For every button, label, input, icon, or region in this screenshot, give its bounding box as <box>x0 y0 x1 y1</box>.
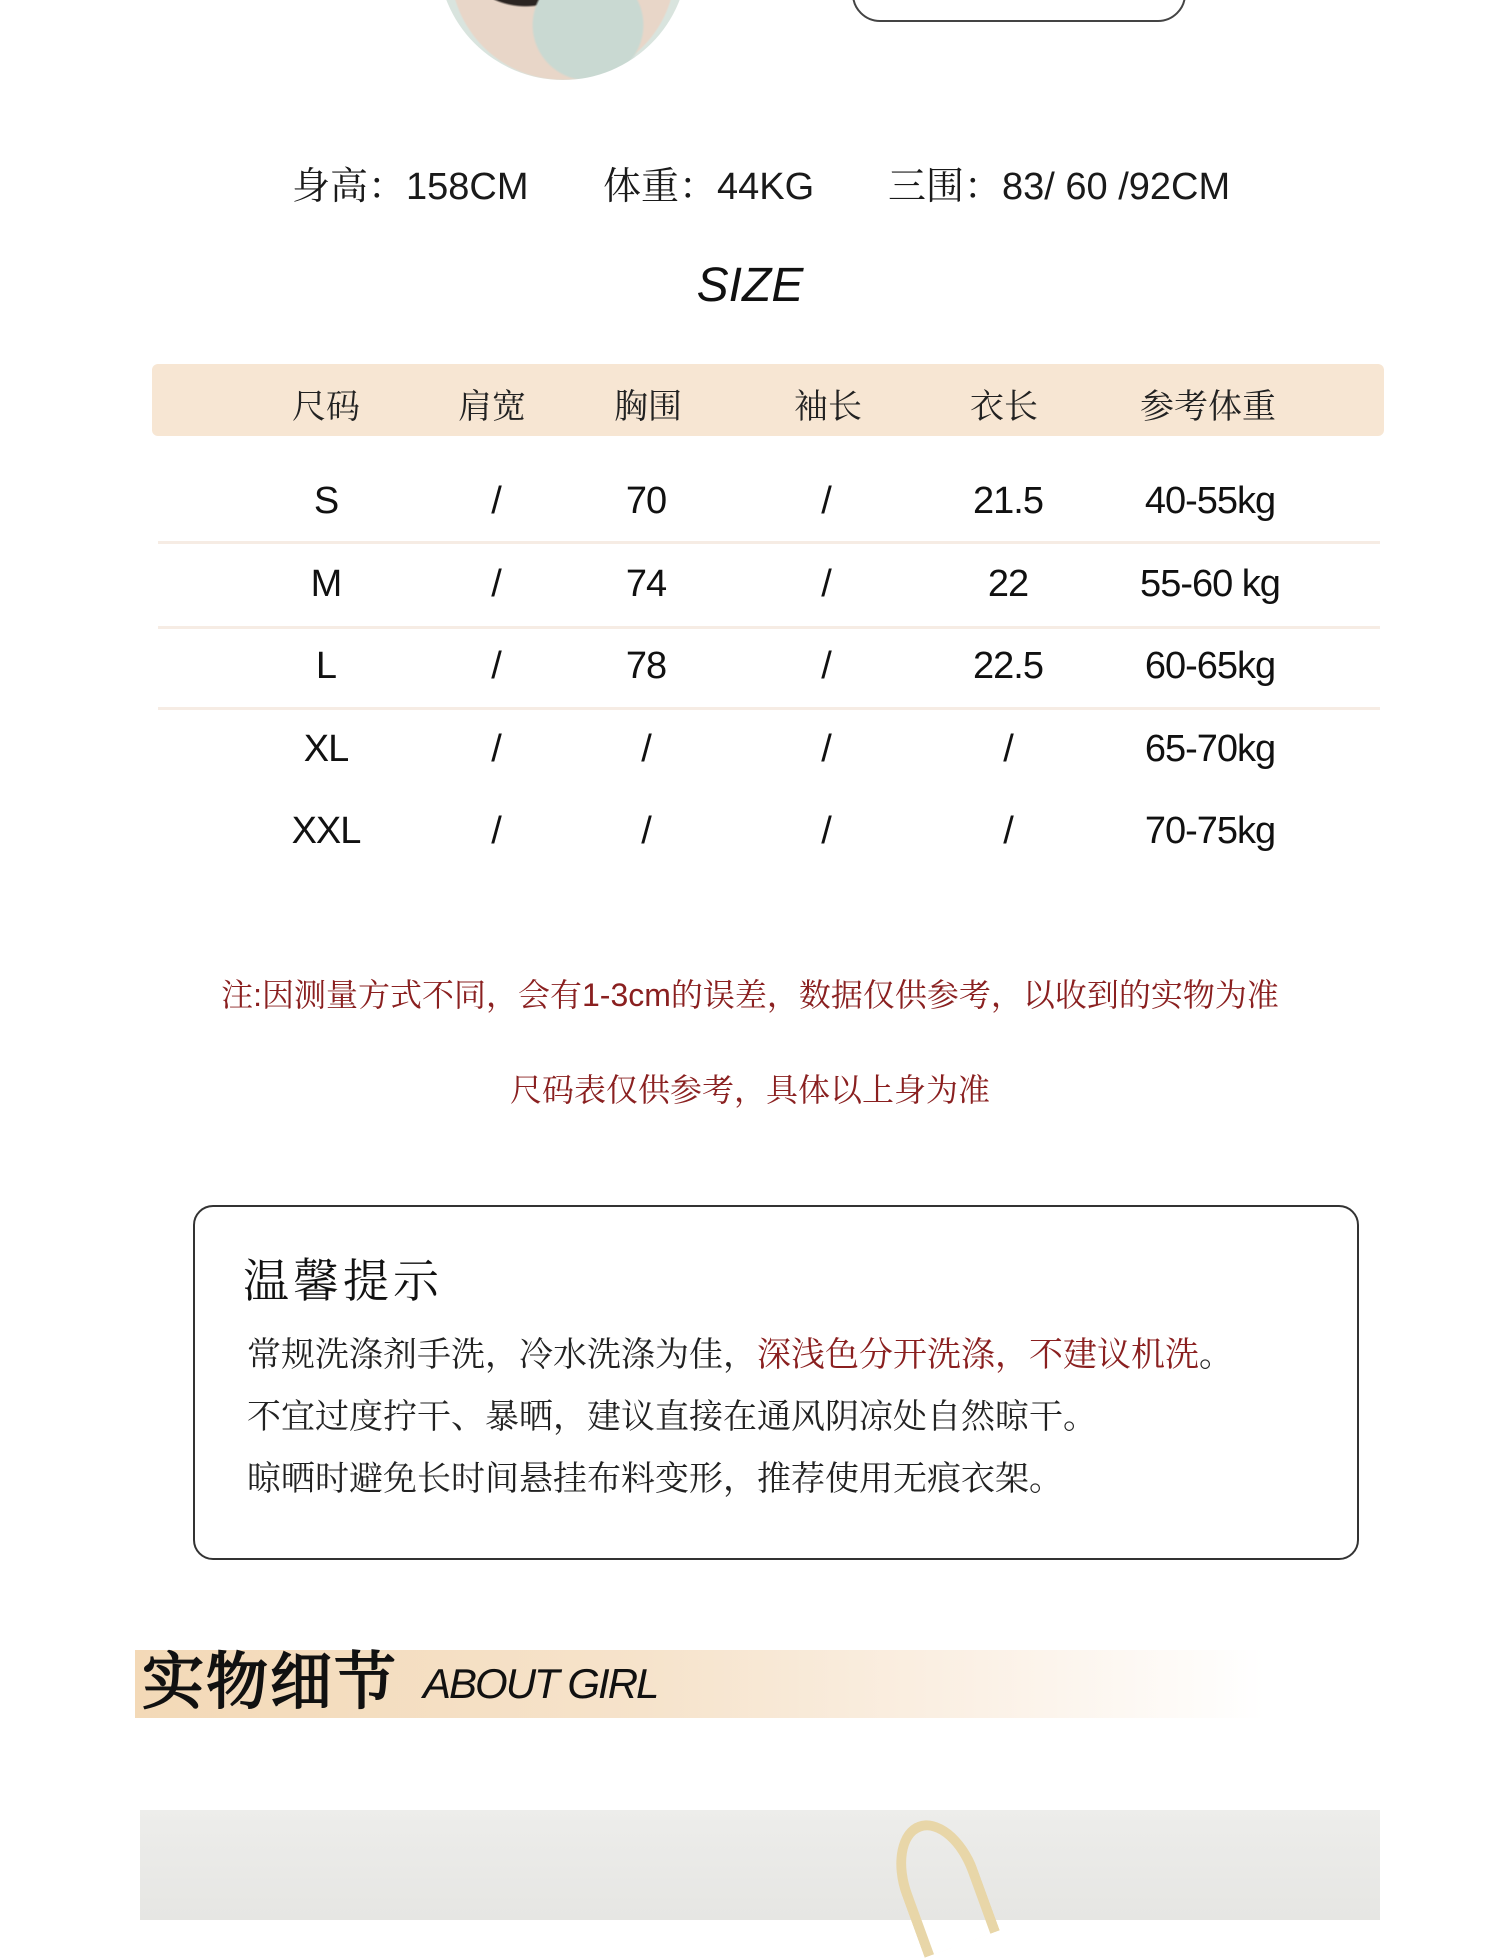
tips-line-1-end: 。 <box>1199 1335 1233 1375</box>
detail-section-subtitle: ABOUT GIRL <box>423 1660 658 1707</box>
model-weight: 体重：44KG <box>603 166 815 208</box>
size-table-header <box>152 364 1384 436</box>
table-row <box>0 792 1500 874</box>
model-photo <box>438 0 688 80</box>
model-measurements: 三围：83/ 60 /92CM <box>888 166 1231 208</box>
cell-size: M <box>310 563 342 605</box>
care-tips-box <box>193 1205 1359 1560</box>
cell-bust: 70 <box>625 480 667 522</box>
cell-bust: / <box>641 728 651 770</box>
header-shoulder: 肩宽 <box>458 388 526 426</box>
cell-size: L <box>315 645 337 687</box>
tips-line-2: 不宜过度拧干、暴晒，建议直接在通风阴凉处自然晾干。 <box>247 1397 1097 1437</box>
cell-size: XL <box>303 728 349 770</box>
measurement-note: 注:因测量方式不同，会有1-3cm的误差，数据仅供参考，以收到的实物为准 <box>221 977 1279 1013</box>
tips-line-1-highlight: 深浅色分开洗涤，不建议机洗 <box>757 1335 1199 1375</box>
cell-weight: 55-60 kg <box>1140 563 1280 605</box>
cell-sleeve: / <box>821 645 831 687</box>
cell-weight: 65-70kg <box>1144 728 1276 770</box>
cell-length: / <box>1003 728 1013 770</box>
cell-weight: 70-75kg <box>1144 810 1276 852</box>
cell-shoulder: / <box>491 645 501 687</box>
cell-sleeve: / <box>821 810 831 852</box>
tips-title: 温馨提示 <box>243 1254 443 1308</box>
cell-weight: 40-55kg <box>1144 480 1276 522</box>
cell-length: 21.5 <box>973 480 1043 522</box>
cell-shoulder: / <box>491 810 501 852</box>
header-length: 衣长 <box>970 388 1038 426</box>
cell-bust: 74 <box>625 563 667 605</box>
cell-length: / <box>1003 810 1013 852</box>
top-frame <box>852 0 1186 22</box>
table-row <box>0 627 1500 709</box>
size-title: SIZE <box>696 259 804 312</box>
tips-line-1-text: 常规洗涤剂手洗，冷水洗涤为佳， <box>247 1335 757 1375</box>
tips-line-1 <box>247 1327 1233 1376</box>
product-photo <box>140 1810 1380 1920</box>
table-row <box>0 462 1500 544</box>
tips-line-3: 晾晒时避免长时间悬挂布料变形，推荐使用无痕衣架。 <box>247 1459 1063 1499</box>
header-weight: 参考体重 <box>1140 388 1276 426</box>
header-sleeve: 袖长 <box>794 388 862 426</box>
table-row <box>0 710 1500 792</box>
detail-section-title: 实物细节 <box>142 1645 399 1718</box>
row-divider <box>158 541 1380 544</box>
cell-sleeve: / <box>821 728 831 770</box>
cell-length: 22 <box>987 563 1029 605</box>
table-row <box>0 545 1500 627</box>
cell-shoulder: / <box>491 563 501 605</box>
cell-weight: 60-65kg <box>1144 645 1276 687</box>
model-height: 身高：158CM <box>292 166 529 208</box>
cell-shoulder: / <box>491 728 501 770</box>
model-stats <box>0 155 1500 208</box>
cell-length: 22.5 <box>973 645 1043 687</box>
cell-size: XXL <box>291 810 361 852</box>
cell-bust: / <box>641 810 651 852</box>
cell-size: S <box>313 480 339 522</box>
cell-shoulder: / <box>491 480 501 522</box>
header-bust: 胸围 <box>614 388 682 426</box>
cell-sleeve: / <box>821 480 831 522</box>
cell-bust: 78 <box>625 645 667 687</box>
header-size: 尺码 <box>292 388 360 426</box>
cell-sleeve: / <box>821 563 831 605</box>
size-chart-note: 尺码表仅供参考，具体以上身为准 <box>509 1072 990 1108</box>
